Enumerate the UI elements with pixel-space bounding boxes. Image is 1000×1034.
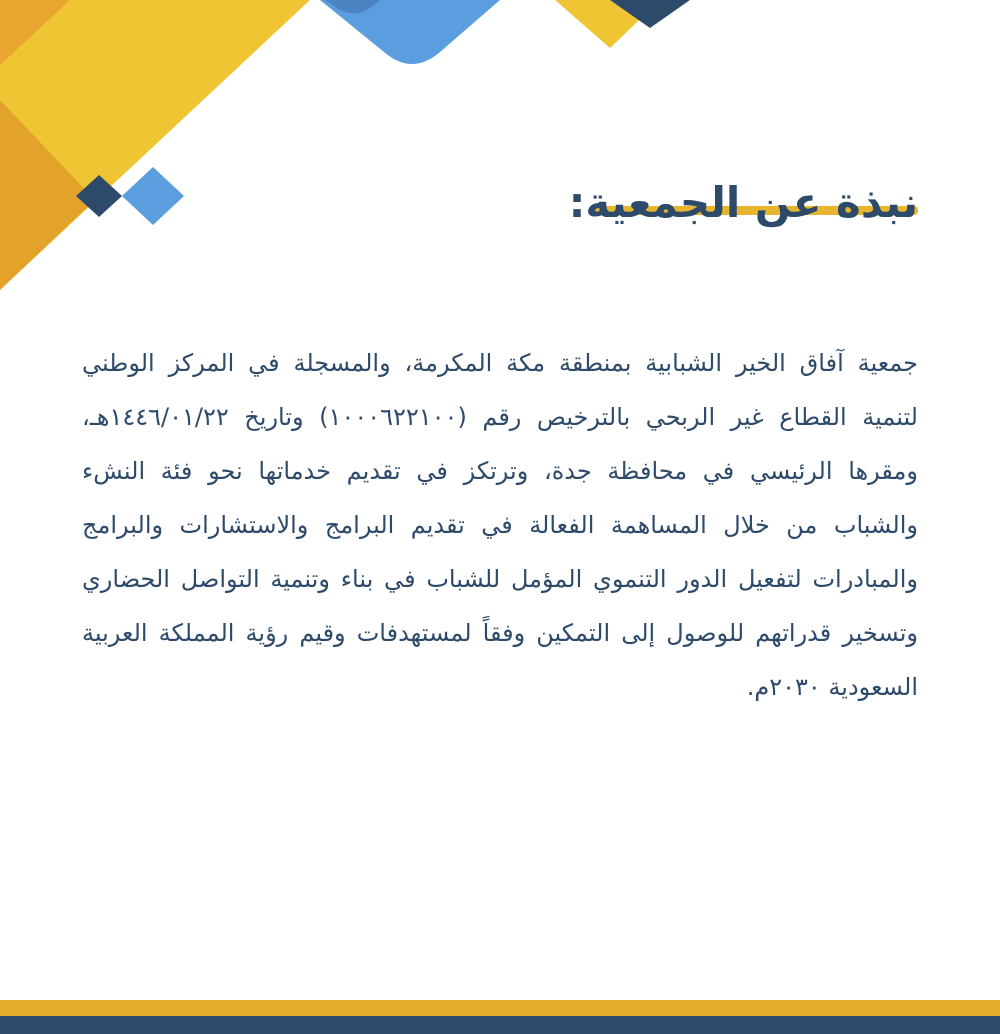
title-block — [398, 168, 918, 238]
footer-navy-bar — [0, 1016, 1000, 1034]
about-paragraph: جمعية آفاق الخير الشبابية بمنطقة مكة المكرمة، والمسجلة في المركز الوطني لتنمية القطاع غير الربحي بالترخيص رقم (١٠٠٠٦٢٢١٠٠) وتاريخ ١٤٤٦/٠١/٢٢هـ، ومقرها الرئيسي في محافظة جدة، وترتكز في تقديم خدماتها نحو فئة النشء والشباب من خلال المساهمة الفعالة في تقديم البرامج والاستشارات والبرامج والمبادرات لتفعيل الدور التنموي المؤمل للشباب في بناء وتنمية التواصل الحضاري وتسخير قدراتهم للوصول إلى التمكين وفقاً لمستهدفات وقيم رؤية المملكة العربية السعودية ٢٠٣٠م. — [82, 349, 918, 701]
footer-gold-bar — [0, 1000, 1000, 1016]
blue-small-diamond — [122, 167, 184, 225]
page-title: نبذة عن الجمعية: — [568, 178, 918, 227]
gold-band-shape — [0, 0, 310, 290]
